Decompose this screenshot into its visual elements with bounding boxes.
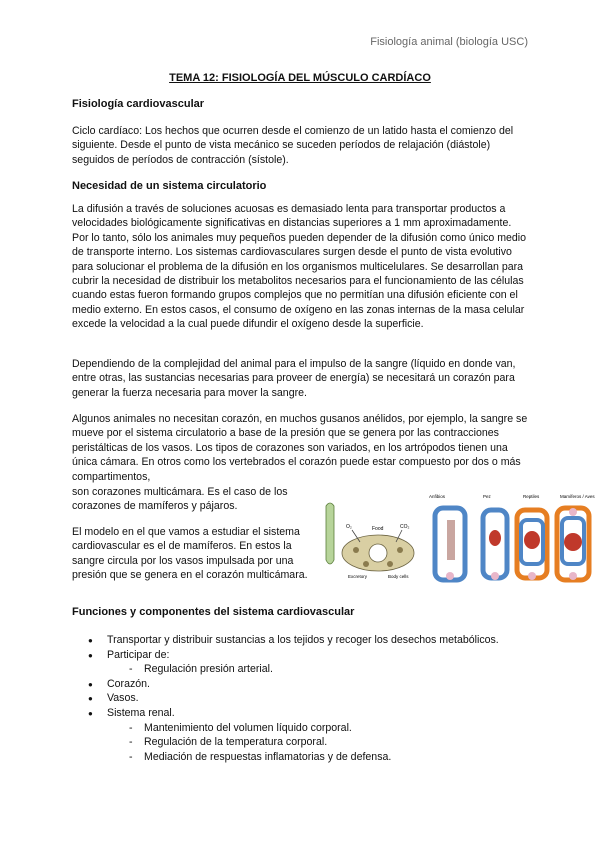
paragraph-mammal-model: El modelo en el que vamos a estudiar el sistema cardiovascular es el de mamíferos. En estos la sangre circula por los vasos impulsada por una presión que se genera en el corazón multicámara. — [72, 526, 308, 582]
paragraph-multichamber: son corazones multicámara. Es el caso de los corazones de mamíferos y pájaros. — [72, 486, 288, 513]
paragraph-heart-complexity: Dependiendo de la complejidad del animal para el impulso de la sangre (líquido en donde van, entre otras, las sustancias necesarias para proveer de energía) se necesitará un corazón para generar la fuerza necesaria para mover la sangre. — [72, 358, 516, 399]
column-label-reptiles: Reptiles — [523, 494, 540, 499]
functions-list — [72, 633, 532, 764]
circulation-systems-diagram — [425, 490, 595, 590]
list-item: ● Sistema renal. — [72, 706, 532, 721]
label-o2: O₂ — [346, 524, 352, 530]
section-heading-functions: Funciones y componentes del sistema cardiovascular — [72, 606, 355, 618]
diffusion-diagram — [318, 498, 418, 580]
list-item: ● Vasos. — [72, 691, 532, 706]
label-food: Food — [372, 526, 384, 532]
paragraph-diffusion: La difusión a través de soluciones acuosas es demasiado lenta para transportar productos a velocidades biológicamente significativas en distancias superiores a 1 mm aproximadamente. Por lo tanto, sólo los animales muy pequeños pueden depender de la difusión como único medio de transporte interno. Los sistemas cardiovasculares surgen desde el punto de vista evolutivo para solucionar el problema de la difusión en los organismos multicelulares. Se desarrollan para cubrir la necesidad de distribuir los metabolitos necesarios para el funcionamiento de las células cuando estas fueron formando grupos complejos que no permitían una difusión eficiente con el medio externo. En estos casos, el consumo de oxígeno en las zonas internas de la masa celular excede la velocidad a la cual puede difundir el oxígeno desde la superficie. — [72, 203, 527, 331]
column-label-mammals-birds: Mamíferos / Aves — [560, 494, 595, 499]
column-label-amphibians: Anfibios — [429, 494, 446, 499]
page-header-course: Fisiología animal (biología USC) — [370, 36, 528, 48]
list-item: ● Participar de: — [72, 648, 532, 663]
label-excretory: Excretory — [348, 574, 368, 579]
list-item: - Mantenimiento del volumen líquido corporal. — [72, 721, 532, 736]
list-item: - Regulación de la temperatura corporal. — [72, 735, 532, 750]
label-co2: CO₂ — [400, 524, 410, 530]
list-item: ● Transportar y distribuir sustancias a los tejidos y recoger los desechos metabólicos. — [72, 633, 532, 648]
section-heading-circulatory-need: Necesidad de un sistema circulatorio — [72, 180, 267, 192]
list-item: - Regulación presión arterial. — [72, 662, 532, 677]
list-item: - Mediación de respuestas inflamatorias y de defensa. — [72, 750, 532, 765]
section-heading-cardiovascular: Fisiología cardiovascular — [72, 98, 205, 110]
column-label-fish: Pez — [483, 494, 491, 499]
paragraph-heart-types: Algunos animales no necesitan corazón, en muchos gusanos anélidos, por ejemplo, la sangre se mueve por el sistema circulatorio a base de la presión que se genera por las contracciones peristálticas de los vasos. Los tipos de corazones son variados, en los artrópodos tienen una única cámara. En otros como los vertebrados el corazón puede estar compuesto por dos o más compartimentos, — [72, 413, 528, 483]
page-title: TEMA 12: FISIOLOGÍA DEL MÚSCULO CARDÍACO — [169, 72, 431, 84]
paragraph-cardiac-cycle: Ciclo cardíaco: Los hechos que ocurren desde el comienzo de un latido hasta el comienzo del siguiente. Desde el punto de vista mecánico se suceden períodos de relajación (diástole) seguidos de períodos de contracción (sístole). — [72, 125, 514, 166]
label-body-cells: Body cells — [388, 574, 409, 579]
list-item: ● Corazón. — [72, 677, 532, 692]
